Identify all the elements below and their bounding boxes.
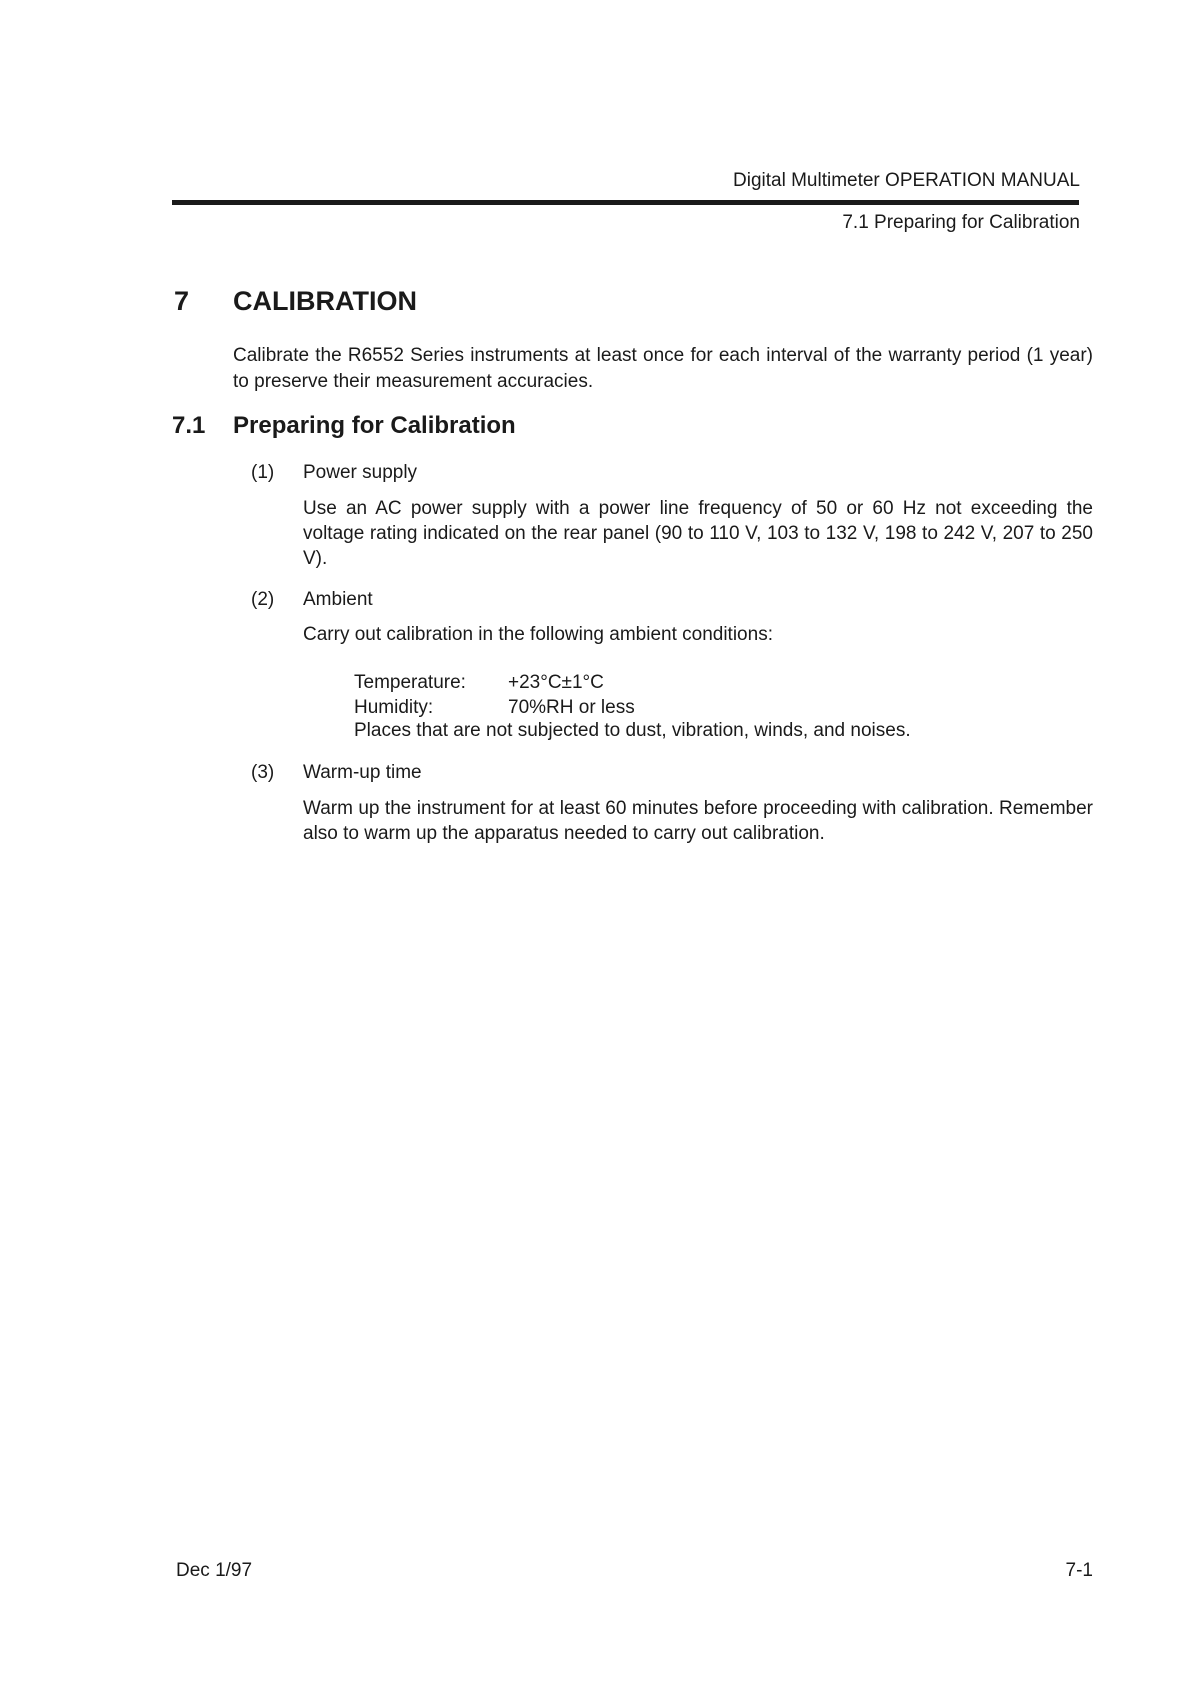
section-title: Preparing for Calibration	[233, 412, 516, 439]
condition-note: Places that are not subjected to dust, vibration, winds, and noises.	[354, 720, 911, 741]
item-title: Ambient	[303, 589, 373, 610]
chapter-intro: Calibrate the R6552 Series instruments at least once for each interval of the warranty period (1 year) to preserve their measurement accuracies.	[233, 345, 1093, 392]
item-body: Warm up the instrument for at least 60 minutes before proceeding with calibration. Remember also to warm up the apparatus needed to carry out calibration.	[303, 798, 1093, 844]
chapter-number: 7	[174, 286, 190, 316]
running-header-title: Digital Multimeter OPERATION MANUAL	[733, 170, 1080, 191]
condition-value: +23°C±1°C	[508, 672, 604, 693]
item-body: Use an AC power supply with a power line frequency of 50 or 60 Hz not exceeding the voltage rating indicated on the rear panel (90 to 110 V, 103 to 132 V, 198 to 242 V, 207 to 250 V).	[303, 498, 1093, 569]
section-number: 7.1	[172, 412, 206, 439]
item-number: (2)	[251, 589, 275, 610]
item-number: (1)	[251, 462, 275, 483]
footer-date: Dec 1/97	[176, 1560, 253, 1581]
header-rule	[172, 200, 1079, 205]
page-number: 7-1	[1065, 1560, 1093, 1581]
condition-value: 70%RH or less	[508, 697, 635, 718]
condition-label: Temperature:	[354, 672, 466, 693]
item-title: Warm-up time	[303, 762, 422, 783]
chapter-title: CALIBRATION	[233, 286, 417, 316]
running-header-section: 7.1 Preparing for Calibration	[842, 212, 1080, 233]
item-title: Power supply	[303, 462, 418, 483]
item-number: (3)	[251, 762, 275, 783]
condition-label: Humidity:	[354, 697, 434, 718]
condition-row	[354, 670, 604, 695]
condition-row	[354, 695, 635, 720]
item-body: Carry out calibration in the following ambient conditions:	[303, 624, 773, 645]
